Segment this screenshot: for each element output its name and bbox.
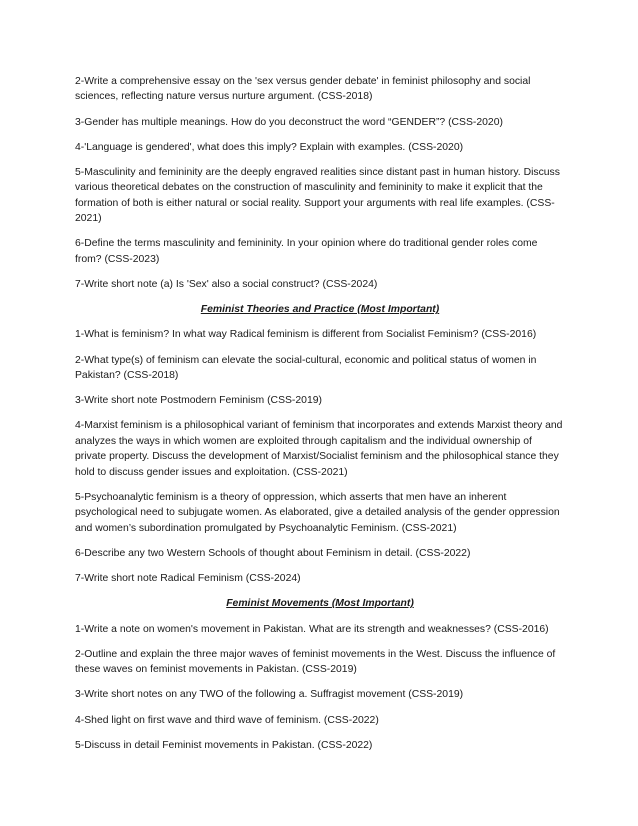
question-paragraph: 1-What is feminism? In what way Radical feminism is different from Socialist Feminism? (CSS-2016) xyxy=(75,329,537,341)
question-paragraph: 2-Write a comprehensive essay on the 'sex versus gender debate' in feminist philosophy and social sciences, reflecting nature versus nurture argument. (CSS-2018) xyxy=(75,76,531,103)
question-paragraph: 3-Write short notes on any TWO of the following a. Suffragist movement (CSS-2019) xyxy=(75,689,464,701)
question-paragraph: 1-Write a note on women's movement in Pakistan. What are its strength and weaknesses? (CSS-2016) xyxy=(75,623,549,635)
question-paragraph: 6-Describe any two Western Schools of thought about Feminism in detail. (CSS-2022) xyxy=(75,547,471,559)
question-paragraph: 2-What type(s) of feminism can elevate the social-cultural, economic and political status of women in Pakistan? (CSS-2018) xyxy=(75,354,537,382)
question-paragraph: 3-Gender has multiple meanings. How do you deconstruct the word “GENDER”? (CSS-2020) xyxy=(75,116,503,128)
question-paragraph: 5-Psychoanalytic feminism is a theory of oppression, which asserts that men have an inherent psychological need to subjugate women. As elaborated, give a detailed analysis of the gender oppression and women’s subordination promulgated by Psychoanalytic Feminism. (CSS-2021) xyxy=(75,491,560,534)
question-paragraph: 4-Shed light on first wave and third wave of feminism. (CSS-2022) xyxy=(75,714,379,726)
document-page xyxy=(75,74,565,763)
question-paragraph: 3-Write short note Postmodern Feminism (CSS-2019) xyxy=(75,395,322,407)
question-paragraph: 4-Marxist feminism is a philosophical variant of feminism that incorporates and extends Marxist theory and analyzes the ways in which women are exploited through capitalism and the individual ownership of private property. Discuss the development of Marxist/Socialist feminism and the philosophical stance they hold to discuss gender issues and exploitation. (CSS-2021) xyxy=(75,420,563,478)
question-paragraph: 7-Write short note (a) Is 'Sex' also a social construct? (CSS-2024) xyxy=(75,279,378,291)
question-paragraph: 2-Outline and explain the three major waves of feminist movements in the West. Discuss the influence of these waves on feminist movements in Pakistan. (CSS-2019) xyxy=(75,648,556,676)
section-heading-feminist-movements: Feminist Movements (Most Important) xyxy=(226,598,414,610)
question-paragraph: 7-Write short note Radical Feminism (CSS-2024) xyxy=(75,573,301,585)
question-paragraph: 5-Discuss in detail Feminist movements in Pakistan. (CSS-2022) xyxy=(75,739,373,751)
question-paragraph: 4-'Language is gendered', what does this imply? Explain with examples. (CSS-2020) xyxy=(75,141,464,153)
question-paragraph: 6-Define the terms masculinity and femininity. In your opinion where do traditional gender roles come from? (CSS-2023) xyxy=(75,238,538,265)
section-heading-feminist-theories: Feminist Theories and Practice (Most Important) xyxy=(200,304,440,316)
question-paragraph: 5-Masculinity and femininity are the deeply engraved realities since distant past in human history. Discuss various theoretical debates on the construction of masculinity and femininity to make it explicit that the formation of both is either natural or social reality. Support your arguments with real life examples. (CSS-2021) xyxy=(75,167,560,225)
